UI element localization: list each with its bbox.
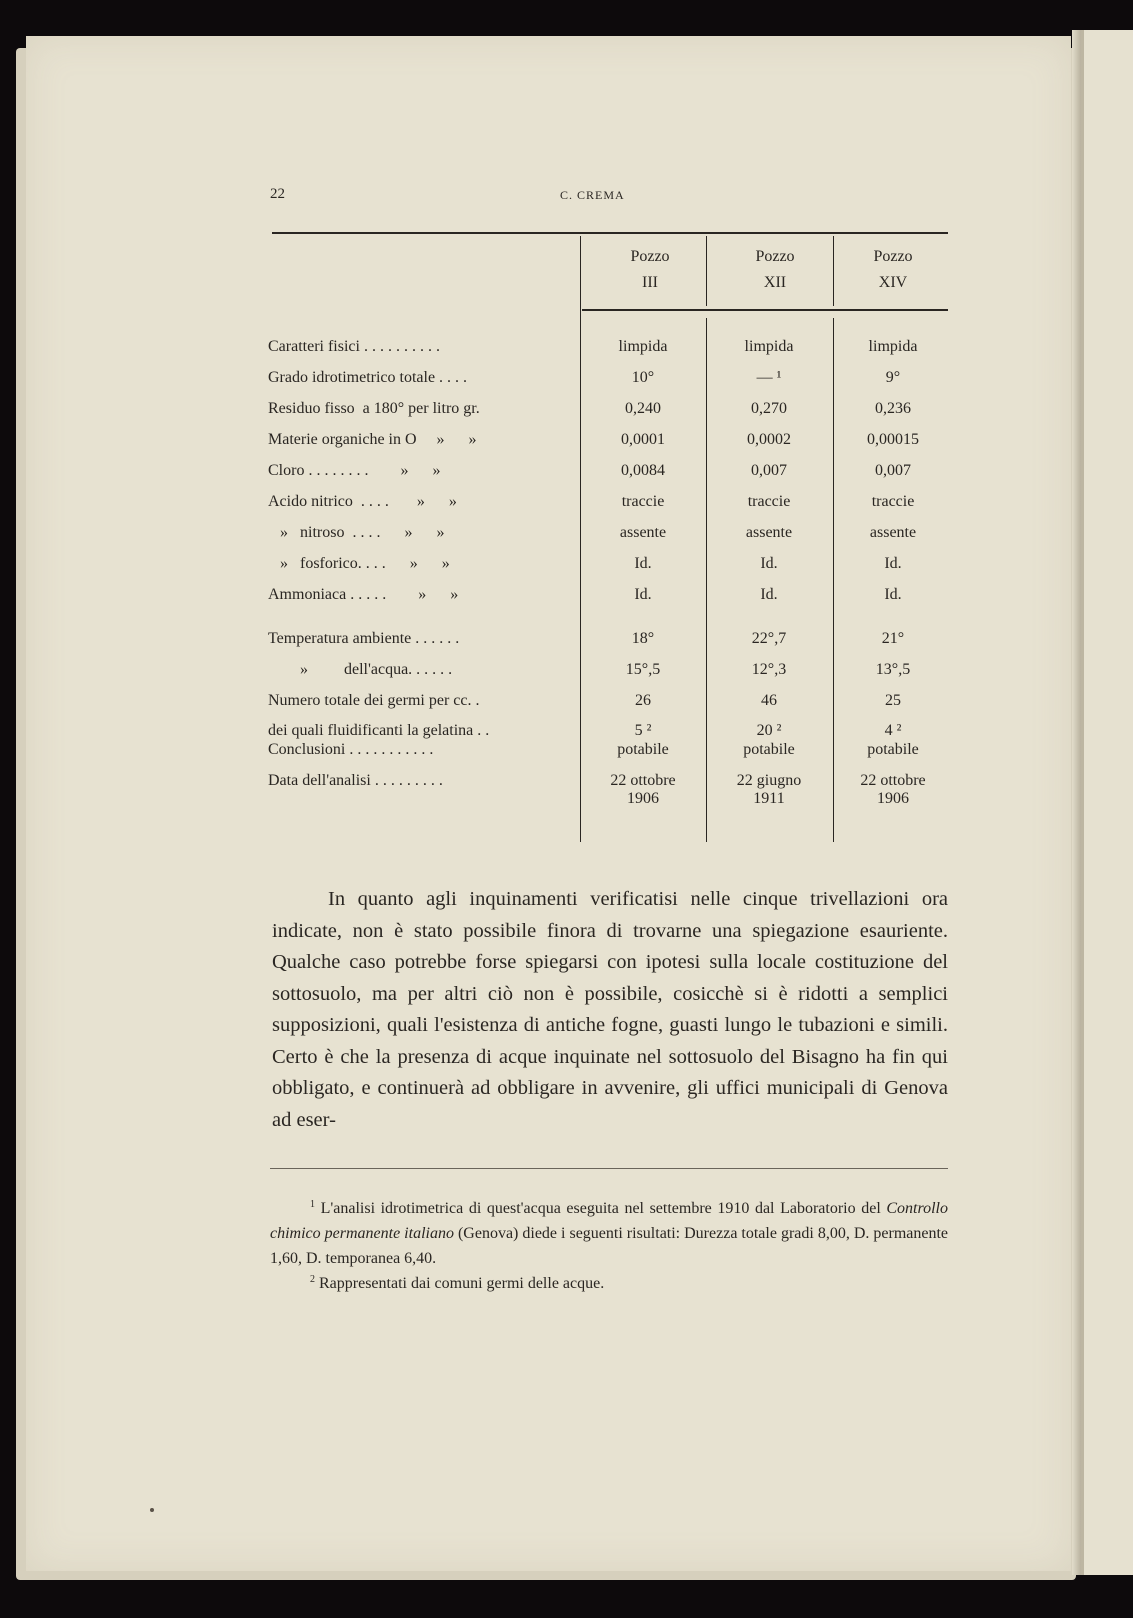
table-cell: 15°,5 (625, 661, 661, 678)
table-cell: 0,007 (875, 462, 911, 479)
table-cell: 22 ottobre (610, 772, 676, 789)
row-label: » dell'acqua. . . . . . (268, 661, 453, 678)
row-label: Ammoniaca . . . . . » » (268, 586, 459, 603)
footnote-text: (Genova) diede i seguenti risultati: Durezza totale gradi 8,00, D. permanente 1,60, D. temporanea 6,40. (270, 1225, 949, 1267)
table-cell: Id. (760, 555, 778, 572)
table-cell: potabile (867, 741, 919, 758)
footnote-rule (270, 1168, 948, 1169)
facing-page-edge (1081, 30, 1133, 1575)
table-cell: 4 ² (884, 722, 902, 739)
column-header-pozzo-xiv (834, 244, 952, 296)
table-cell: traccie (747, 493, 791, 510)
column-header-pozzo-iii (591, 244, 709, 296)
table-cell: 1906 (877, 790, 909, 807)
table-cell: 0,0001 (621, 431, 665, 448)
footnote-text: Rappresentati dai comuni germi delle acque. (319, 1275, 605, 1292)
column-header-line2: III (642, 274, 658, 291)
paragraph: In quanto agli inquinamenti verificatisi nelle cinque trivellazioni ora indicate, non è stato possibile finora di trovarne una spiegazione esauriente. Qualche caso potrebbe forse spiegarsi con ipotesi sulla locale costituzione del sottosuolo, ma per altri ciò non è possibile, cosicchè si è ridotti a semplici supposizioni, quali l'esistenza di antiche fogne, guasti lungo le tubazioni e simili. Certo è che la presenza di acque inquinate nel sottosuolo del Bisagno ha fin qui obbligato, e continuerà ad obbligare in avvenire, gli uffici municipali di Genova ad eser- (272, 888, 948, 1131)
table-cell: 9° (885, 369, 901, 386)
table-cell: 12°,3 (751, 661, 787, 678)
book-gutter (1072, 30, 1081, 1575)
table-cell: limpida (618, 338, 668, 355)
table-cell: potabile (617, 741, 669, 758)
table-cell: assente (619, 524, 667, 541)
column-rule (706, 318, 707, 842)
table-cell: 0,0084 (621, 462, 665, 479)
page-number: 22 (270, 186, 285, 202)
table-cell: 10° (631, 369, 655, 386)
running-head: C. CREMA (560, 188, 625, 202)
footnotes (270, 1196, 948, 1296)
table-cell: assente (745, 524, 793, 541)
table-cell: 22 ottobre (860, 772, 926, 789)
table-cell: 5 ² (634, 722, 652, 739)
table-cell: 0,0002 (747, 431, 791, 448)
row-label: Residuo fisso a 180° per litro gr. (268, 400, 480, 417)
table-cell: 26 (635, 692, 651, 709)
footnote-2 (270, 1271, 948, 1296)
table-cell: traccie (621, 493, 665, 510)
row-label: Materie organiche in O » » (268, 431, 477, 448)
table-cell: assente (869, 524, 917, 541)
column-header-line2: XII (763, 274, 787, 291)
column-header-line1: Pozzo (755, 248, 795, 265)
row-label: Numero totale dei germi per cc. . (268, 692, 480, 709)
table-cell: potabile (743, 741, 795, 758)
table-cell: 0,007 (751, 462, 787, 479)
table-cell: limpida (744, 338, 794, 355)
row-label: Temperatura ambiente . . . . . . (268, 630, 460, 647)
footnote-marker: 2 (310, 1274, 315, 1285)
footnote-italic-text: Controllo chimico permanente italiano (270, 1200, 948, 1242)
table-cell: 1906 (627, 790, 659, 807)
column-rule (833, 318, 834, 842)
row-label: Data dell'analisi . . . . . . . . . (268, 772, 443, 789)
row-label: » nitroso . . . . » » (268, 524, 445, 541)
column-rule (580, 236, 581, 842)
column-header-line2: XIV (878, 274, 908, 291)
row-label: Cloro . . . . . . . . » » (268, 462, 441, 479)
column-header-pozzo-xii (716, 244, 834, 296)
table-top-rule (272, 232, 948, 234)
table-cell: traccie (871, 493, 915, 510)
table-cell: 20 ² (756, 722, 782, 739)
row-label: » fosforico. . . . » » (268, 555, 450, 572)
footnote-marker: 1 (310, 1199, 315, 1210)
table-cell: 1911 (753, 790, 785, 807)
table-cell: 25 (885, 692, 901, 709)
table-cell: 0,270 (751, 400, 787, 417)
table-cell: Id. (634, 586, 652, 603)
column-header-line1: Pozzo (873, 248, 913, 265)
column-header-line1: Pozzo (630, 248, 670, 265)
table-cell: 18° (631, 630, 655, 647)
table-cell: limpida (868, 338, 918, 355)
footnote-1 (270, 1196, 948, 1271)
row-label: Grado idrotimetrico totale . . . . (268, 369, 468, 386)
row-label: dei quali fluidificanti la gelatina . . (268, 722, 490, 739)
table-cell: Id. (634, 555, 652, 572)
table-cell: 46 (761, 692, 777, 709)
table-cell: 22°,7 (751, 630, 787, 647)
table-cell: 0,236 (875, 400, 911, 417)
table-cell: 0,240 (625, 400, 661, 417)
row-label: Conclusioni . . . . . . . . . . . (268, 741, 434, 758)
table-cell: 0,00015 (867, 431, 919, 448)
row-label: Caratteri fisici . . . . . . . . . . (268, 338, 440, 355)
table-cell: Id. (884, 555, 902, 572)
table-cell: 21° (881, 630, 905, 647)
row-label: Acido nitrico . . . . » » (268, 493, 457, 510)
table-cell: — ¹ (756, 369, 782, 386)
table-cell: Id. (760, 586, 778, 603)
body-text (272, 884, 948, 1136)
paper-speck (150, 1508, 154, 1512)
table-cell: Id. (884, 586, 902, 603)
footnote-text: L'analisi idrotimetrica di quest'acqua eseguita nel settembre 1910 dal Laboratorio del (320, 1200, 887, 1217)
table-cell: 22 giugno (736, 772, 802, 789)
table-cell: 13°,5 (875, 661, 911, 678)
table-header-rule (582, 309, 948, 311)
